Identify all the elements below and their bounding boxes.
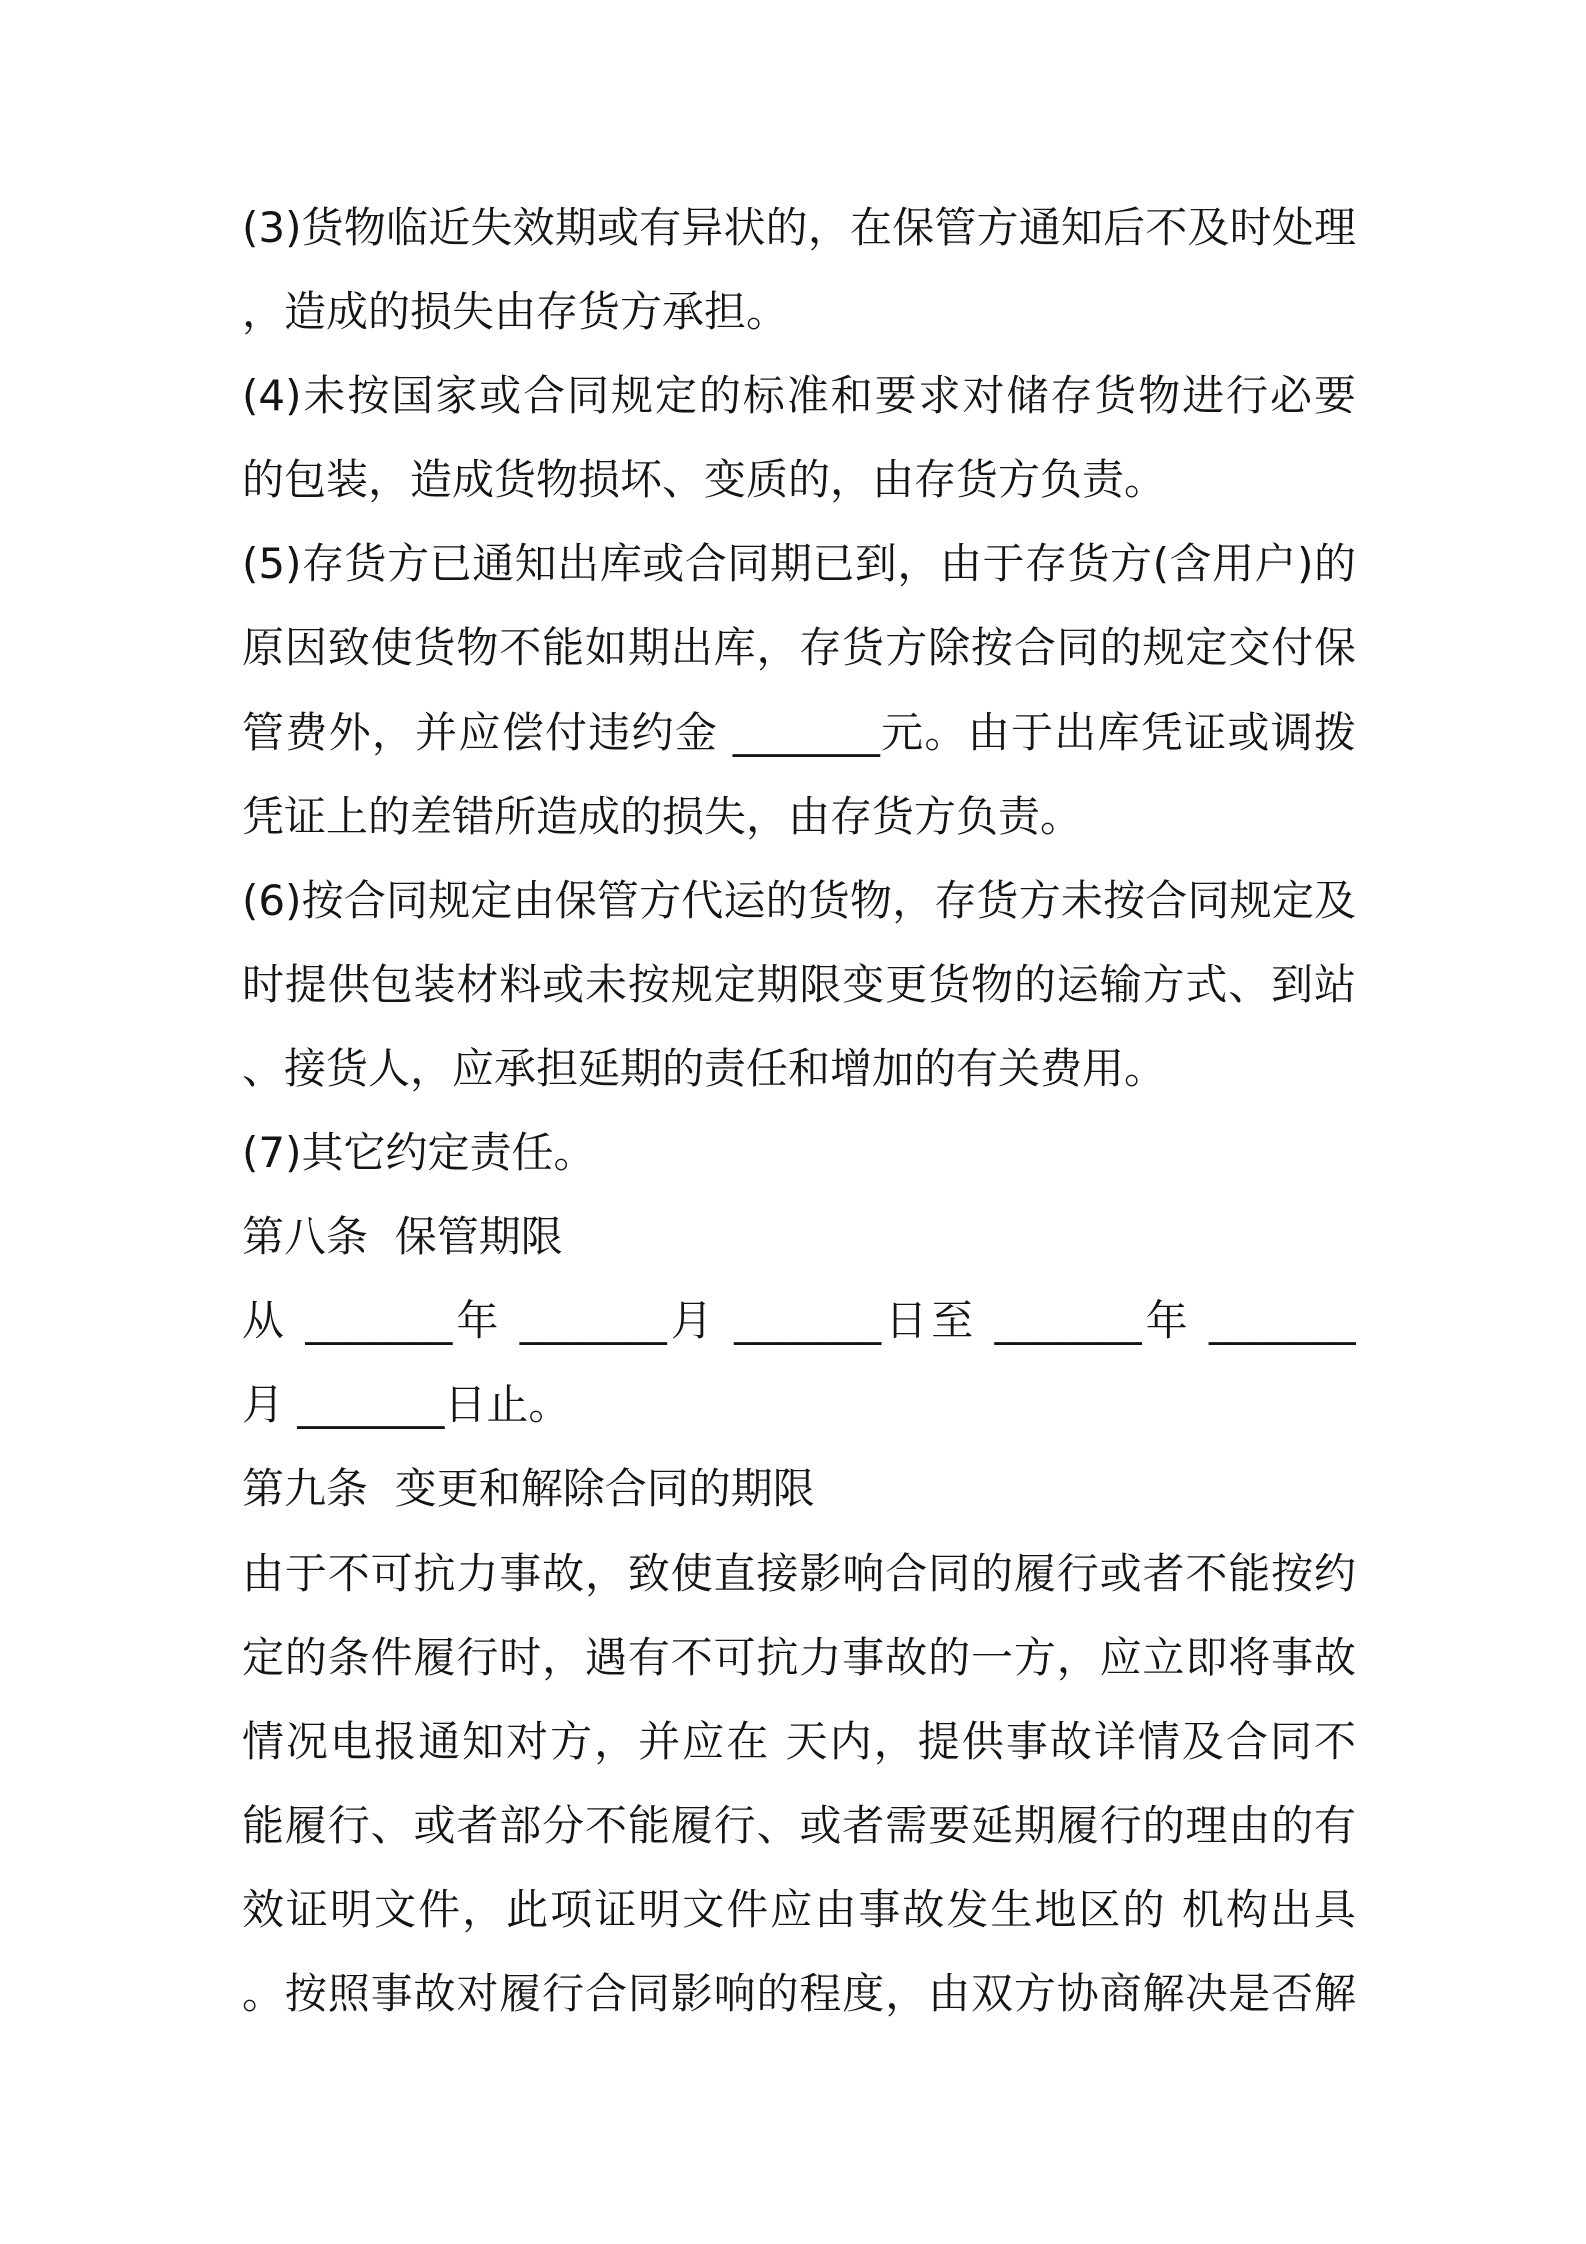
storage-period-line: 从 _______年 _______月 _______日至 _______年 _______ <box>242 1296 1356 1346</box>
article-9-paragraph-line: 情况电报通知对方，并应在 天内，提供事故详情及合同不 <box>242 1716 1356 1766</box>
article-9-paragraph-line: 定的条件履行时，遇有不可抗力事故的一方，应立即将事故 <box>242 1632 1356 1682</box>
section-heading-article-8: 第八条 保管期限 <box>242 1212 563 1262</box>
clause-item-5: (5)存货方已通知出库或合同期已到，由于存货方(含用户)的 <box>242 539 1356 589</box>
clause-item-4-continued: 的包装，造成货物损坏、变质的，由存货方负责。 <box>242 455 1167 505</box>
clause-item-5-continued: 管费外，并应偿付违约金 _______元。由于出库凭证或调拨 <box>242 707 1356 757</box>
article-9-paragraph-line: 能履行、或者部分不能履行、或者需要延期履行的理由的有 <box>242 1800 1356 1850</box>
clause-item-6-continued: 时提供包装材料或未按规定期限变更货物的运输方式、到站 <box>242 959 1356 1009</box>
article-9-paragraph-line: 效证明文件，此项证明文件应由事故发生地区的 机构出具 <box>242 1884 1356 1934</box>
article-9-paragraph-line: 。按照事故对履行合同影响的程度，由双方协商解决是否解 <box>242 1968 1356 2018</box>
document-body <box>242 186 1356 2036</box>
storage-period-line-continued: 月 _______日止。 <box>242 1380 571 1430</box>
clause-item-3-continued: ，造成的损失由存货方承担。 <box>242 287 789 337</box>
clause-item-5-continued: 原因致使货物不能如期出库，存货方除按合同的规定交付保 <box>242 623 1356 673</box>
clause-item-4: (4)未按国家或合同规定的标准和要求对储存货物进行必要 <box>242 371 1356 421</box>
clause-item-7: (7)其它约定责任。 <box>242 1128 596 1178</box>
article-9-paragraph-line: 由于不可抗力事故，致使直接影响合同的履行或者不能按约 <box>242 1548 1356 1598</box>
clause-item-6-continued: 、接货人，应承担延期的责任和增加的有关费用。 <box>242 1043 1167 1093</box>
clause-item-5-continued: 凭证上的差错所造成的损失，由存货方负责。 <box>242 791 1083 841</box>
clause-item-6: (6)按合同规定由保管方代运的货物，存货方未按合同规定及 <box>242 875 1356 925</box>
section-heading-article-9: 第九条 变更和解除合同的期限 <box>242 1464 815 1514</box>
clause-item-3: (3)货物临近失效期或有异状的，在保管方通知后不及时处理 <box>242 203 1356 252</box>
